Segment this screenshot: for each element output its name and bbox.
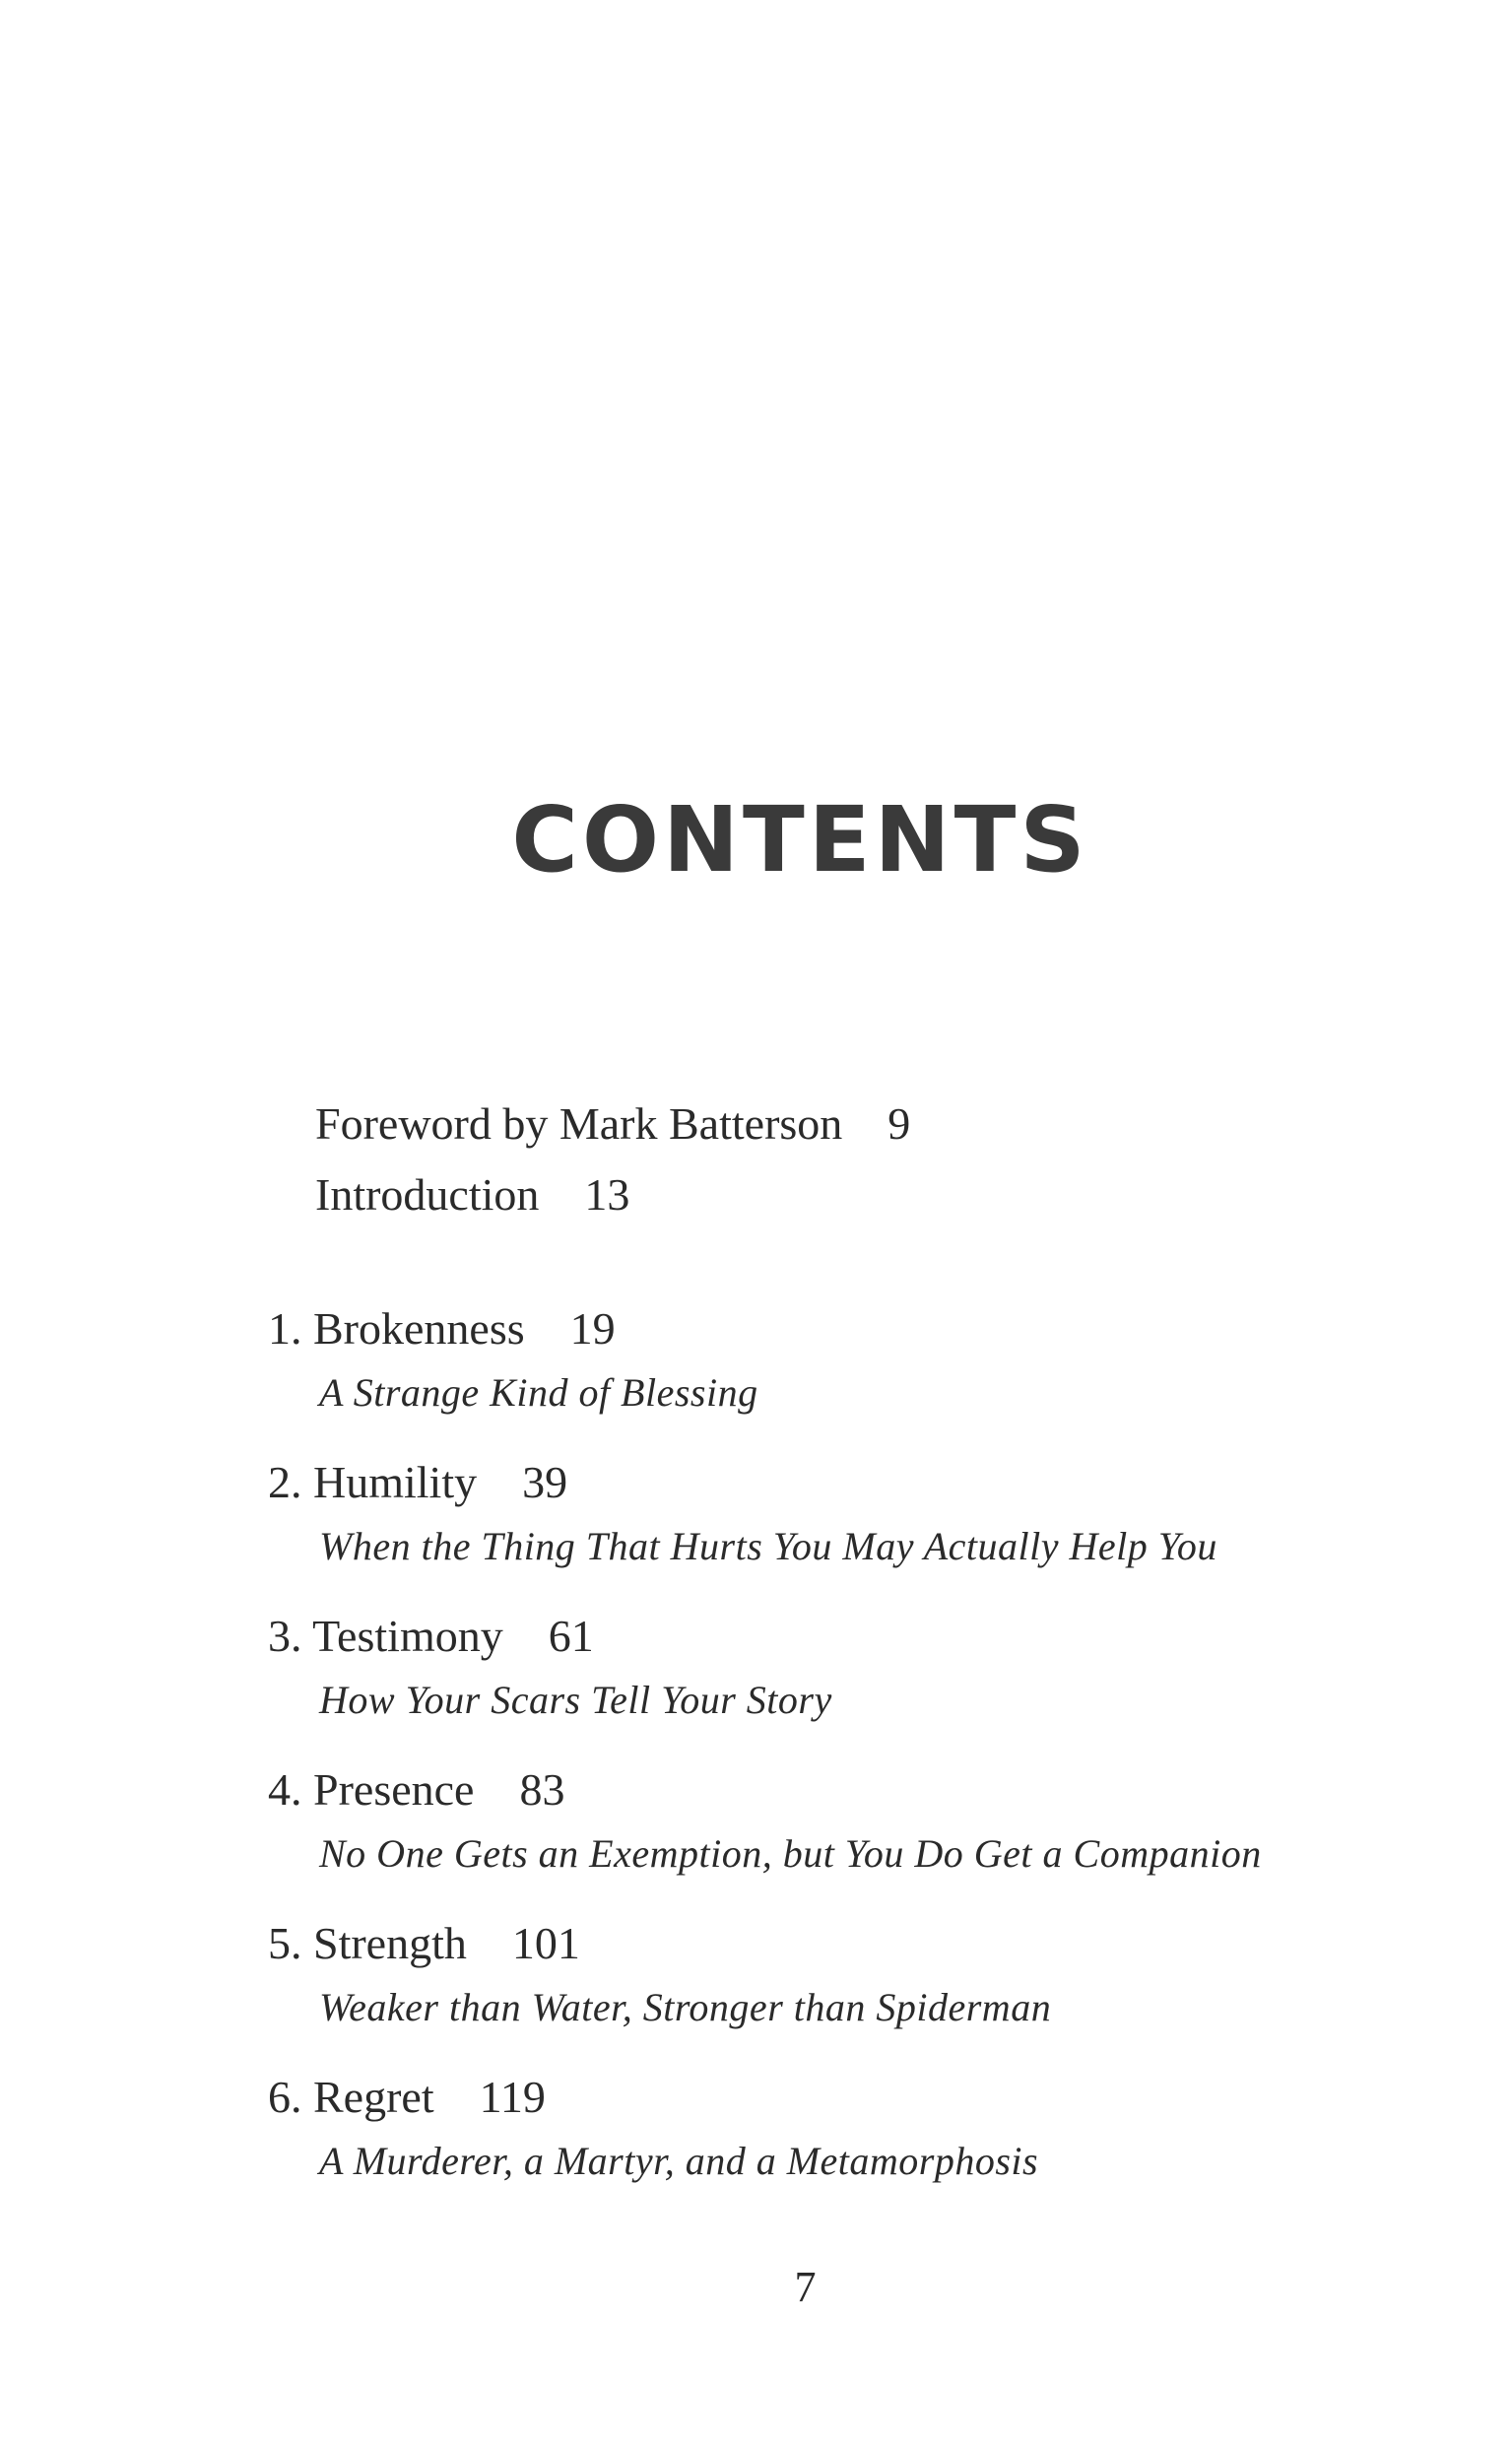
toc-page-number: 119: [479, 2072, 546, 2122]
toc-page-number: 13: [584, 1169, 630, 1220]
toc-page-number: 83: [519, 1764, 565, 1815]
chapter-title: Presence: [313, 1764, 475, 1815]
toc-page-number: 61: [548, 1611, 594, 1661]
chapter-subtitle: A Strange Kind of Blessing: [319, 1370, 758, 1415]
chapter-number: 2.: [268, 1457, 302, 1507]
toc-page-number: 9: [887, 1098, 911, 1149]
chapter-subtitle: Weaker than Water, Stronger than Spiderman: [319, 1985, 1052, 2029]
chapter-number: 6.: [268, 2072, 302, 2122]
toc-entry-foreword: [315, 1098, 911, 1149]
chapter-title: Regret: [313, 2072, 434, 2122]
chapter-heading: [268, 1303, 616, 1354]
page-number-footer: 7: [794, 2263, 817, 2311]
chapter-subtitle: No One Gets an Exemption, but You Do Get a Companion: [319, 1831, 1262, 1876]
toc-page-number: 101: [511, 1918, 580, 1968]
chapter-subtitle: How Your Scars Tell Your Story: [319, 1678, 832, 1722]
chapter-heading: [268, 1611, 594, 1661]
chapter-title: Humility: [313, 1457, 478, 1507]
chapter-subtitle: A Murderer, a Martyr, and a Metamorphosis: [319, 2139, 1039, 2183]
chapter-number: 1.: [268, 1303, 302, 1354]
chapter-heading: [268, 1457, 568, 1507]
chapter-title: Strength: [313, 1918, 467, 1968]
chapter-title: Brokenness: [313, 1303, 525, 1354]
chapter-heading: [268, 1918, 580, 1968]
chapter-number: 5.: [268, 1918, 302, 1968]
toc-page-number: 19: [569, 1303, 616, 1354]
chapter-number: 4.: [268, 1764, 302, 1815]
chapter-heading: [268, 2072, 546, 2122]
toc-entry-label: Foreword by Mark Batterson: [315, 1098, 843, 1149]
page-title: CONTENTS: [511, 786, 1089, 893]
toc-page-number: 39: [522, 1457, 568, 1507]
chapter-title: Testimony: [312, 1611, 503, 1661]
chapter-heading: [268, 1764, 565, 1815]
chapter-number: 3.: [268, 1611, 302, 1661]
chapter-subtitle: When the Thing That Hurts You May Actually Help You: [319, 1524, 1217, 1568]
toc-entry-label: Introduction: [315, 1169, 540, 1220]
toc-entry-introduction: [315, 1169, 630, 1220]
